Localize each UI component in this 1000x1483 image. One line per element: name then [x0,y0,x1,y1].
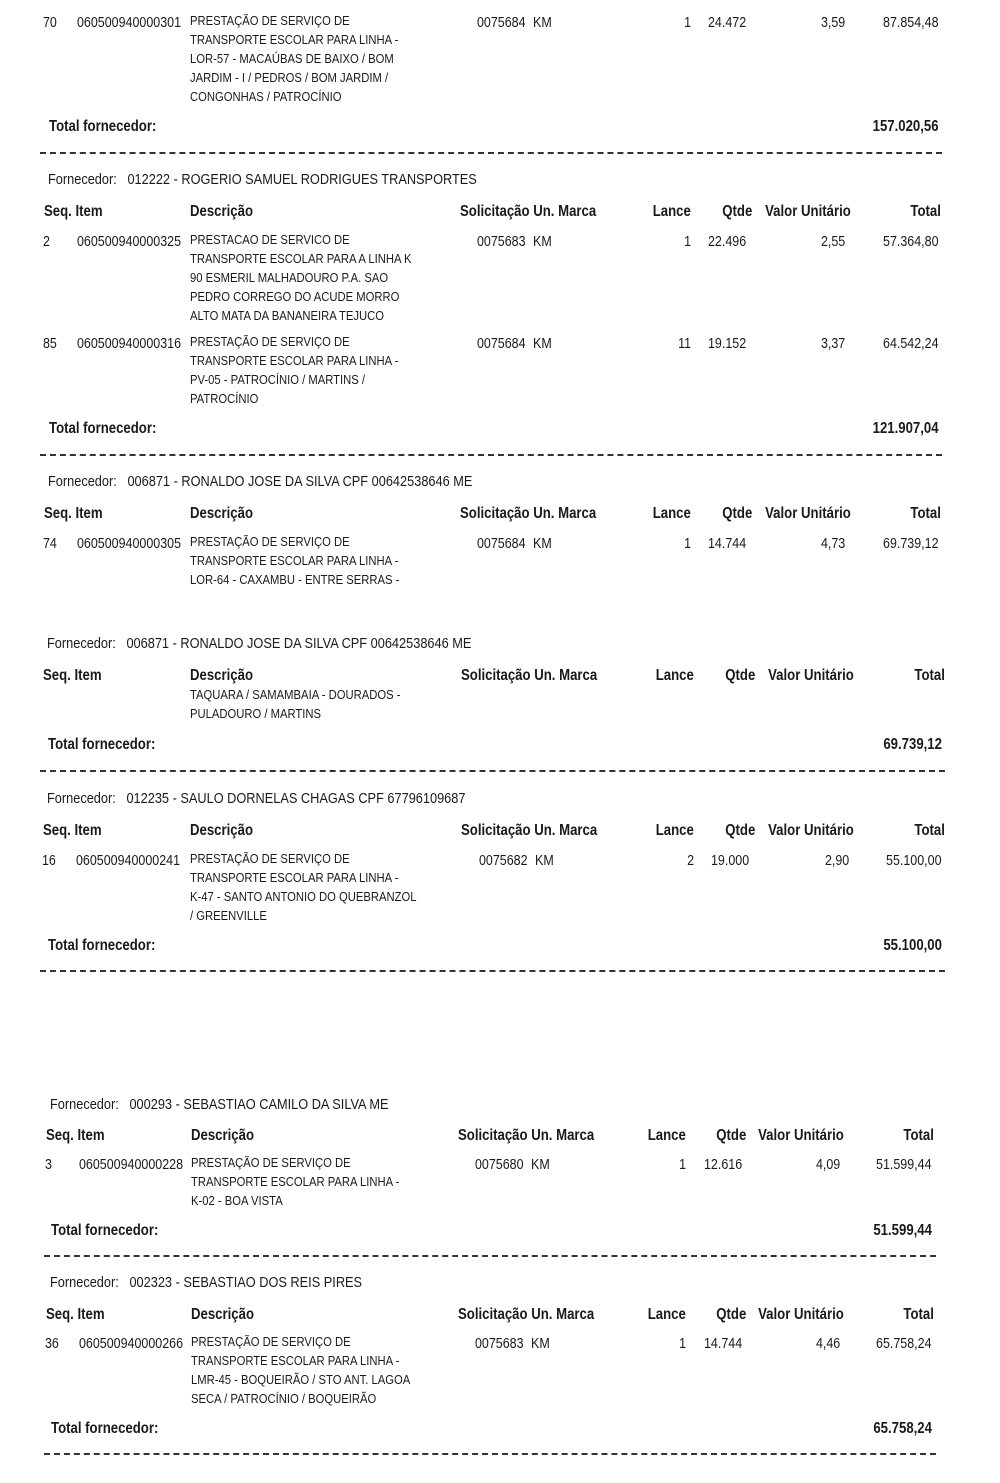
row-unit-value: 4,73 [820,536,845,552]
row-item: 060500940000301 [77,15,182,31]
row-qtde: 22.496 [708,234,747,250]
row-lance: 11 [678,336,691,352]
row-seq: 3 [45,1157,52,1173]
col-total: Total [914,667,945,684]
col-lance: Lance [655,667,694,684]
total-fornecedor-value: 55.100,00 [883,937,942,954]
col-descricao: Descrição [191,1127,254,1144]
col-total: Total [903,1306,934,1323]
col-lance: Lance [652,203,691,220]
total-fornecedor-label: Total fornecedor: [48,937,156,954]
col-solicitacao: Solicitação Un. Marca [458,1306,595,1323]
row-total: 69.739,12 [883,536,939,552]
supplier-name: 000293 - SEBASTIAO CAMILO DA SILVA ME [129,1097,389,1113]
row-solicitacao: 0075683 [477,234,526,250]
row-item: 060500940000228 [79,1157,184,1173]
row-description: PRESTAÇÃO DE SERVIÇO DE TRANSPORTE ESCOLAR PARA LINHA - K-47 - SANTO ANTONIO DO QUEBRANZOL / GREENVILLE [190,852,417,923]
total-fornecedor-value: 69.739,12 [883,736,942,753]
col-solicitacao: Solicitação Un. Marca [461,667,598,684]
row-total: 64.542,24 [883,336,939,352]
row-description: PRESTAÇÃO DE SERVIÇO DE TRANSPORTE ESCOLAR PARA LINHA - LOR-57 - MACAÚBAS DE BAIXO / BOM JARDIM - I / PEDROS / BOM JARDIM / CONGONHAS / PATROCÍNIO [190,14,399,104]
col-valor-unitario: Valor Unitário [765,505,851,522]
row-qtde: 12.616 [704,1157,743,1173]
supplier-name: 006871 - RONALDO JOSE DA SILVA CPF 00642538646 ME [126,636,472,652]
supplier-header: Fornecedor: 000293 - SEBASTIAO CAMILO DA SILVA ME [50,1097,389,1113]
row-item: 060500940000241 [76,853,181,869]
col-descricao: Descrição [190,505,253,522]
total-fornecedor-label: Total fornecedor: [51,1420,159,1437]
dashed-divider [40,770,945,772]
row-lance: 1 [684,536,691,552]
row-description: PRESTAÇÃO DE SERVIÇO DE TRANSPORTE ESCOLAR PARA LINHA - LOR-64 - CAXAMBU - ENTRE SERRAS - [190,535,400,587]
col-total: Total [910,505,941,522]
row-seq: 2 [43,234,50,250]
row-seq: 74 [43,536,57,552]
row-lance: 2 [687,853,694,869]
supplier-header: Fornecedor: 012222 - ROGERIO SAMUEL RODRIGUES TRANSPORTES [48,172,477,188]
row-seq: 85 [43,336,57,352]
col-seq-item: Seq. Item [43,667,102,684]
total-fornecedor-value: 121.907,04 [873,420,939,437]
supplier-header: Fornecedor: 002323 - SEBASTIAO DOS REIS PIRES [50,1275,363,1291]
row-total: 55.100,00 [886,853,942,869]
row-item: 060500940000316 [77,336,182,352]
row-total: 51.599,44 [876,1157,932,1173]
col-total: Total [914,822,945,839]
row-unit: KM [533,336,552,352]
row-description: PRESTACAO DE SERVICO DE TRANSPORTE ESCOLAR PARA A LINHA K 90 ESMERIL MALHADOURO P.A. SAO PEDRO CORREGO DO ACUDE MORRO ALTO MATA DA BANANEIRA TEJUCO [190,233,412,323]
row-unit: KM [531,1336,550,1352]
col-seq-item: Seq. Item [44,203,103,220]
row-qtde: 19.152 [708,336,747,352]
dashed-divider [40,152,942,154]
row-solicitacao: 0075684 [477,336,526,352]
row-item: 060500940000305 [77,536,182,552]
row-solicitacao: 0075683 [475,1336,524,1352]
row-unit: KM [533,234,552,250]
col-seq-item: Seq. Item [46,1306,105,1323]
col-qtde: Qtde [721,505,752,522]
col-valor-unitario: Valor Unitário [758,1306,844,1323]
row-solicitacao: 0075684 [477,15,526,31]
col-solicitacao: Solicitação Un. Marca [461,822,598,839]
col-qtde: Qtde [715,1127,746,1144]
supplier-name: 006871 - RONALDO JOSE DA SILVA CPF 00642538646 ME [127,474,473,490]
total-fornecedor-value: 157.020,56 [873,118,939,135]
total-fornecedor-value: 65.758,24 [873,1420,932,1437]
row-seq: 36 [45,1336,59,1352]
row-item: 060500940000266 [79,1336,184,1352]
row-unit: KM [533,536,552,552]
col-solicitacao: Solicitação Un. Marca [460,203,597,220]
row-unit-value: 2,55 [820,234,845,250]
row-description: PRESTAÇÃO DE SERVIÇO DE TRANSPORTE ESCOLAR PARA LINHA - K-02 - BOA VISTA [191,1156,400,1208]
row-total: 65.758,24 [876,1336,932,1352]
total-fornecedor-label: Total fornecedor: [51,1222,159,1239]
col-solicitacao: Solicitação Un. Marca [458,1127,595,1144]
row-item: 060500940000325 [77,234,182,250]
row-qtde: 14.744 [708,536,747,552]
col-valor-unitario: Valor Unitário [768,822,854,839]
supplier-header: Fornecedor: 006871 - RONALDO JOSE DA SILVA CPF 00642538646 ME [47,636,472,652]
col-solicitacao: Solicitação Un. Marca [460,505,597,522]
row-solicitacao: 0075682 [479,853,528,869]
col-descricao: Descrição [191,1306,254,1323]
row-unit-value: 3,37 [820,336,845,352]
col-lance: Lance [647,1306,686,1323]
col-valor-unitario: Valor Unitário [758,1127,844,1144]
row-description: PRESTAÇÃO DE SERVIÇO DE TRANSPORTE ESCOLAR PARA LINHA - LMR-45 - BOQUEIRÃO / STO ANT. LAGOA SECA / PATROCÍNIO / BOQUEIRÃO [191,1335,411,1406]
col-descricao: Descrição [190,203,253,220]
col-qtde: Qtde [715,1306,746,1323]
dashed-divider [44,1453,936,1455]
col-lance: Lance [647,1127,686,1144]
row-solicitacao: 0075680 [475,1157,524,1173]
row-solicitacao: 0075684 [477,536,526,552]
col-seq-item: Seq. Item [44,505,103,522]
col-lance: Lance [655,822,694,839]
row-unit-value: 3,59 [820,15,845,31]
row-unit-value: 4,46 [815,1336,840,1352]
row-unit: KM [535,853,554,869]
row-description: PRESTAÇÃO DE SERVIÇO DE TRANSPORTE ESCOLAR PARA LINHA - PV-05 - PATROCÍNIO / MARTINS / PATROCÍNIO [190,335,399,406]
row-qtde: 24.472 [708,15,747,31]
row-total: 87.854,48 [883,15,939,31]
row-qtde: 19.000 [711,853,750,869]
supplier-header: Fornecedor: 006871 - RONALDO JOSE DA SILVA CPF 00642538646 ME [48,474,473,490]
row-seq: 70 [43,15,57,31]
supplier-header: Fornecedor: 012235 - SAULO DORNELAS CHAGAS CPF 67796109687 [47,791,466,807]
col-qtde: Qtde [724,667,755,684]
dashed-divider [40,454,942,456]
col-qtde: Qtde [721,203,752,220]
col-seq-item: Seq. Item [43,822,102,839]
col-descricao: Descrição [190,822,253,839]
row-unit-value: 4,09 [815,1157,840,1173]
row-qtde: 14.744 [704,1336,743,1352]
total-fornecedor-label: Total fornecedor: [49,420,157,437]
col-lance: Lance [652,505,691,522]
row-total: 57.364,80 [883,234,939,250]
supplier-name: 002323 - SEBASTIAO DOS REIS PIRES [129,1275,363,1291]
row-seq: 16 [42,853,56,869]
total-fornecedor-value: 51.599,44 [873,1222,932,1239]
total-fornecedor-label: Total fornecedor: [49,118,157,135]
col-valor-unitario: Valor Unitário [768,667,854,684]
row-lance: 1 [679,1157,686,1173]
col-total: Total [910,203,941,220]
row-unit-value: 2,90 [824,853,849,869]
col-qtde: Qtde [724,822,755,839]
supplier-name: 012222 - ROGERIO SAMUEL RODRIGUES TRANSPORTES [127,172,477,188]
dashed-divider [44,1255,936,1257]
col-valor-unitario: Valor Unitário [765,203,851,220]
row-lance: 1 [679,1336,686,1352]
row-lance: 1 [684,234,691,250]
dashed-divider [40,970,945,972]
col-seq-item: Seq. Item [46,1127,105,1144]
supplier-name: 012235 - SAULO DORNELAS CHAGAS CPF 67796109687 [126,791,466,807]
row-unit: KM [533,15,552,31]
total-fornecedor-label: Total fornecedor: [48,736,156,753]
col-descricao: Descrição [190,667,253,684]
row-lance: 1 [684,15,691,31]
row-description-continuation: TAQUARA / SAMAMBAIA - DOURADOS - PULADOURO / MARTINS [190,688,401,721]
col-total: Total [903,1127,934,1144]
row-unit: KM [531,1157,550,1173]
